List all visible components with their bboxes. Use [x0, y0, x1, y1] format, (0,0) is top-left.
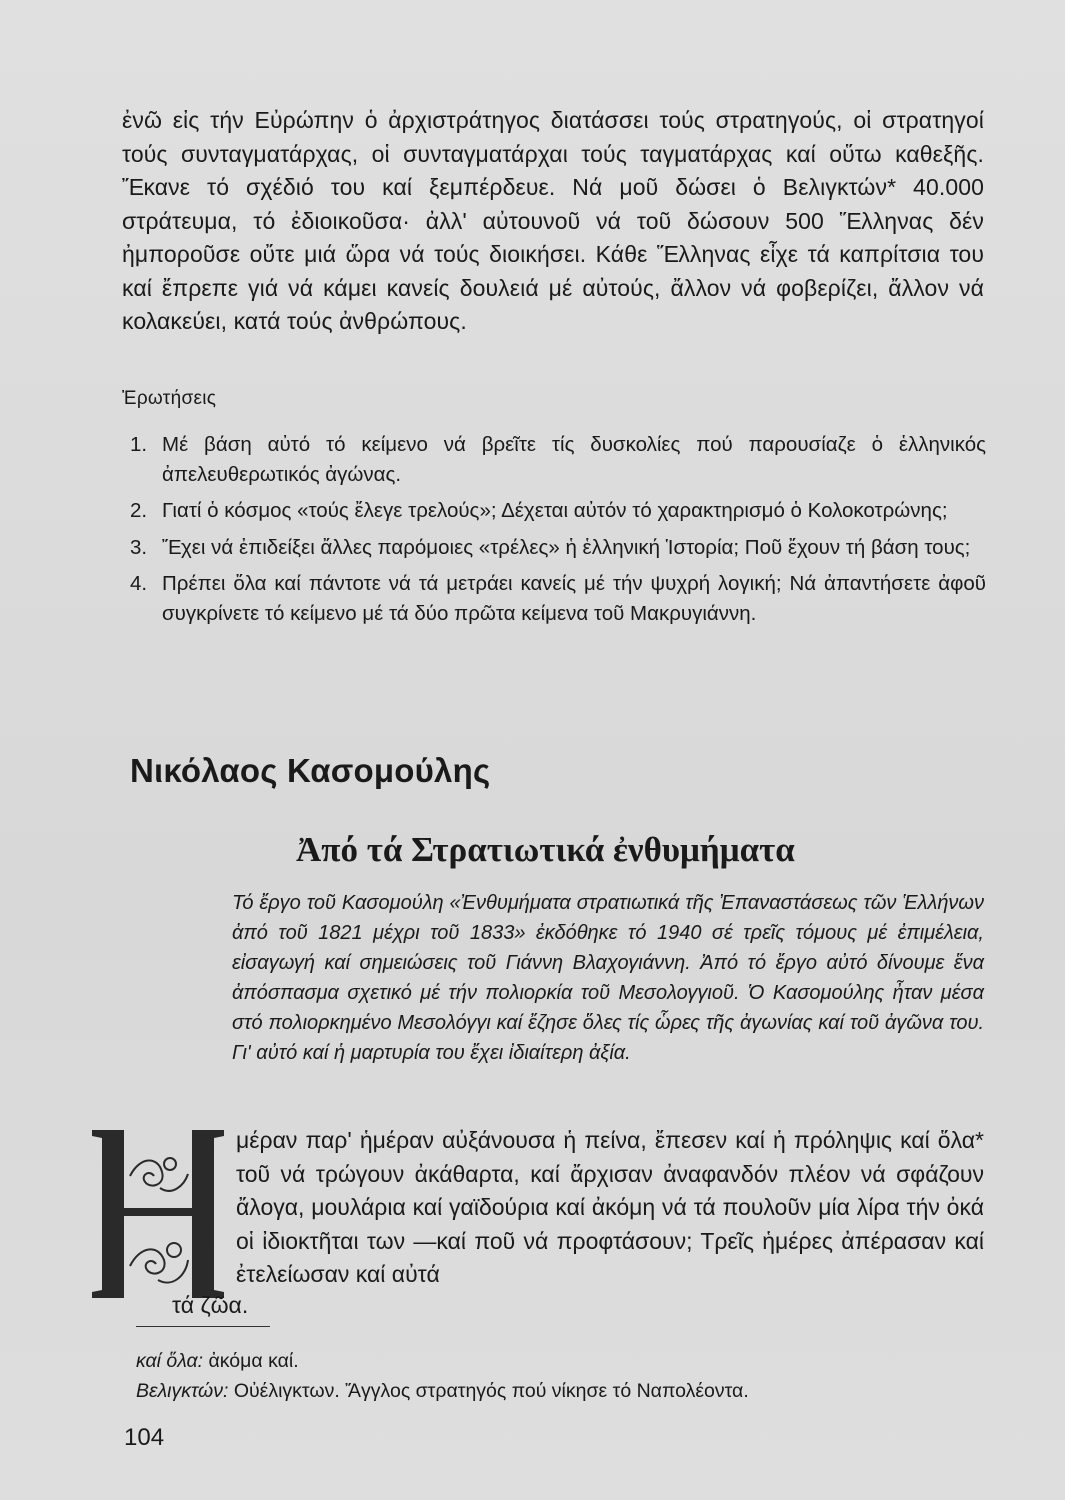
question-number: 2.	[130, 499, 148, 522]
questions-list	[130, 430, 986, 635]
question-item	[130, 569, 986, 628]
work-title: Ἀπό τά Στρατιωτικά ἐνθυμήματα	[296, 830, 795, 869]
footnote-definition: Οὐέλιγκτων. Ἄγγλος στρατηγός πού νίκησε τό Ναπολέοντα.	[233, 1380, 749, 1402]
question-text: Μέ βάση αὐτό τό κείμενο νά βρεῖτε τίς δυσκολίες πού παρουσίαζε ὁ ἑλληνικός ἀπελευθερωτικός ἀγώνας.	[162, 433, 986, 486]
main-text-last-line: τά ζῶα.	[172, 1292, 249, 1318]
author-heading: Νικόλαος Κασομούλης	[130, 752, 491, 789]
page-number: 104	[124, 1424, 165, 1451]
footnote-term: καί ὅλα:	[136, 1350, 204, 1372]
footnote	[136, 1346, 996, 1376]
question-item	[130, 496, 986, 526]
main-text: μέραν παρ' ἡμέραν αὐξάνουσα ἡ πείνα, ἔπεσεν καί ἡ πρόληψις καί ὅλα* τοῦ νά τρώγουν ἀκάθαρτα, καί ἄρχισαν ἀναφανδόν πλέον νά σφάζουν ἄλογα, μουλάρια καί γαϊδούρια καί ἀκόμη νά τά πουλοῦν μία λίρα τήν ὀκά οἱ ἰδιοκτῆται των —καί ποῦ νά προφτάσουν; Τρεῖς ἡμέρες ἀπέρασαν καί ἐτελείωσαν καί αὐτά	[236, 1127, 984, 1287]
decorative-dropcap-icon	[88, 1126, 228, 1302]
question-text: Γιατί ὁ κόσμος «τούς ἔλεγε τρελούς»; Δέχεται αὐτόν τό χαρακτηρισμό ὁ Κολοκοτρώνης;	[162, 499, 948, 522]
footnote-divider	[136, 1326, 270, 1327]
intro-paragraph: ἐνῶ εἰς τήν Εὐρώπην ὁ ἀρχιστράτηγος διατάσσει τούς στρατηγούς, οἱ στρατηγοί τούς συνταγματάρχας, οἱ συνταγματάρχαι τούς ταγματάρχας καί οὕτω καθεξῆς. Ἔκανε τό σχέδιό του καί ξεμπέρδευε. Νά μοῦ δώσει ὁ Βελιγκτών* 40.000 στράτευμα, τό ἐδιοικοῦσα· ἀλλ' αὐτουνοῦ νά τοῦ δώσουν 500 Ἕλληνας δέν ἠμποροῦσε οὔτε μιά ὥρα νά τούς διοικήσει. Κάθε Ἕλληνας εἶχε τά καπρίτσια του καί ἔπρεπε γιά νά κάμει κανείς δουλειά μέ αὐτούς, ἄλλον νά φοβερίζει, ἄλλον νά κολακεύει, κατά τούς ἀνθρώπους.	[122, 107, 984, 334]
question-item	[130, 533, 986, 563]
question-item	[130, 430, 986, 489]
questions-heading: Ἐρωτήσεις	[122, 388, 217, 409]
question-text: Ἔχει νά ἐπιδείξει ἄλλες παρόμοιες «τρέλες» ἡ ἑλληνική Ἱστορία; Ποῦ ἔχουν τή βάση τους;	[162, 535, 971, 559]
footnote	[136, 1376, 996, 1406]
footnote-term: Βελιγκτών:	[136, 1380, 229, 1402]
footnote-definition: ἀκόμα καί.	[208, 1350, 299, 1372]
question-number: 3.	[130, 535, 148, 559]
question-number: 4.	[130, 572, 148, 595]
question-text: Πρέπει ὅλα καί πάντοτε νά τά μετράει κανείς μέ τήν ψυχρή λογική; Νά ἀπαντήσετε ἀφοῦ συγκρίνετε τό κείμενο μέ τά δύο πρῶτα κείμενα τοῦ Μακρυγιάννη.	[162, 572, 986, 625]
footnotes	[136, 1346, 996, 1406]
work-introduction: Τό ἔργο τοῦ Κασομούλη «Ἐνθυμήματα στρατιωτικά τῆς Ἐπαναστάσεως τῶν Ἑλλήνων ἀπό τοῦ 1821 μέχρι τοῦ 1833» ἐκδόθηκε τό 1940 σέ τρεῖς τόμους μέ ἐπιμέλεια, εἰσαγωγή καί σημειώσεις τοῦ Γιάννη Βλαχογιάννη. Ἀπό τό ἔργο αὐτό δίνουμε ἕνα ἀπόσπασμα σχετικό μέ τήν πολιορκία τοῦ Μεσολογγιοῦ. Ὁ Κασομούλης ἦταν μέσα στό πολιορκημένο Μεσολόγγι καί ἔζησε ὅλες τίς ὧρες τῆς ἀγωνίας καί τοῦ ἀγῶνα του. Γι' αὐτό καί ἡ μαρτυρία του ἔχει ἰδιαίτερη ἀξία.	[232, 892, 984, 1064]
question-number: 1.	[130, 433, 148, 456]
